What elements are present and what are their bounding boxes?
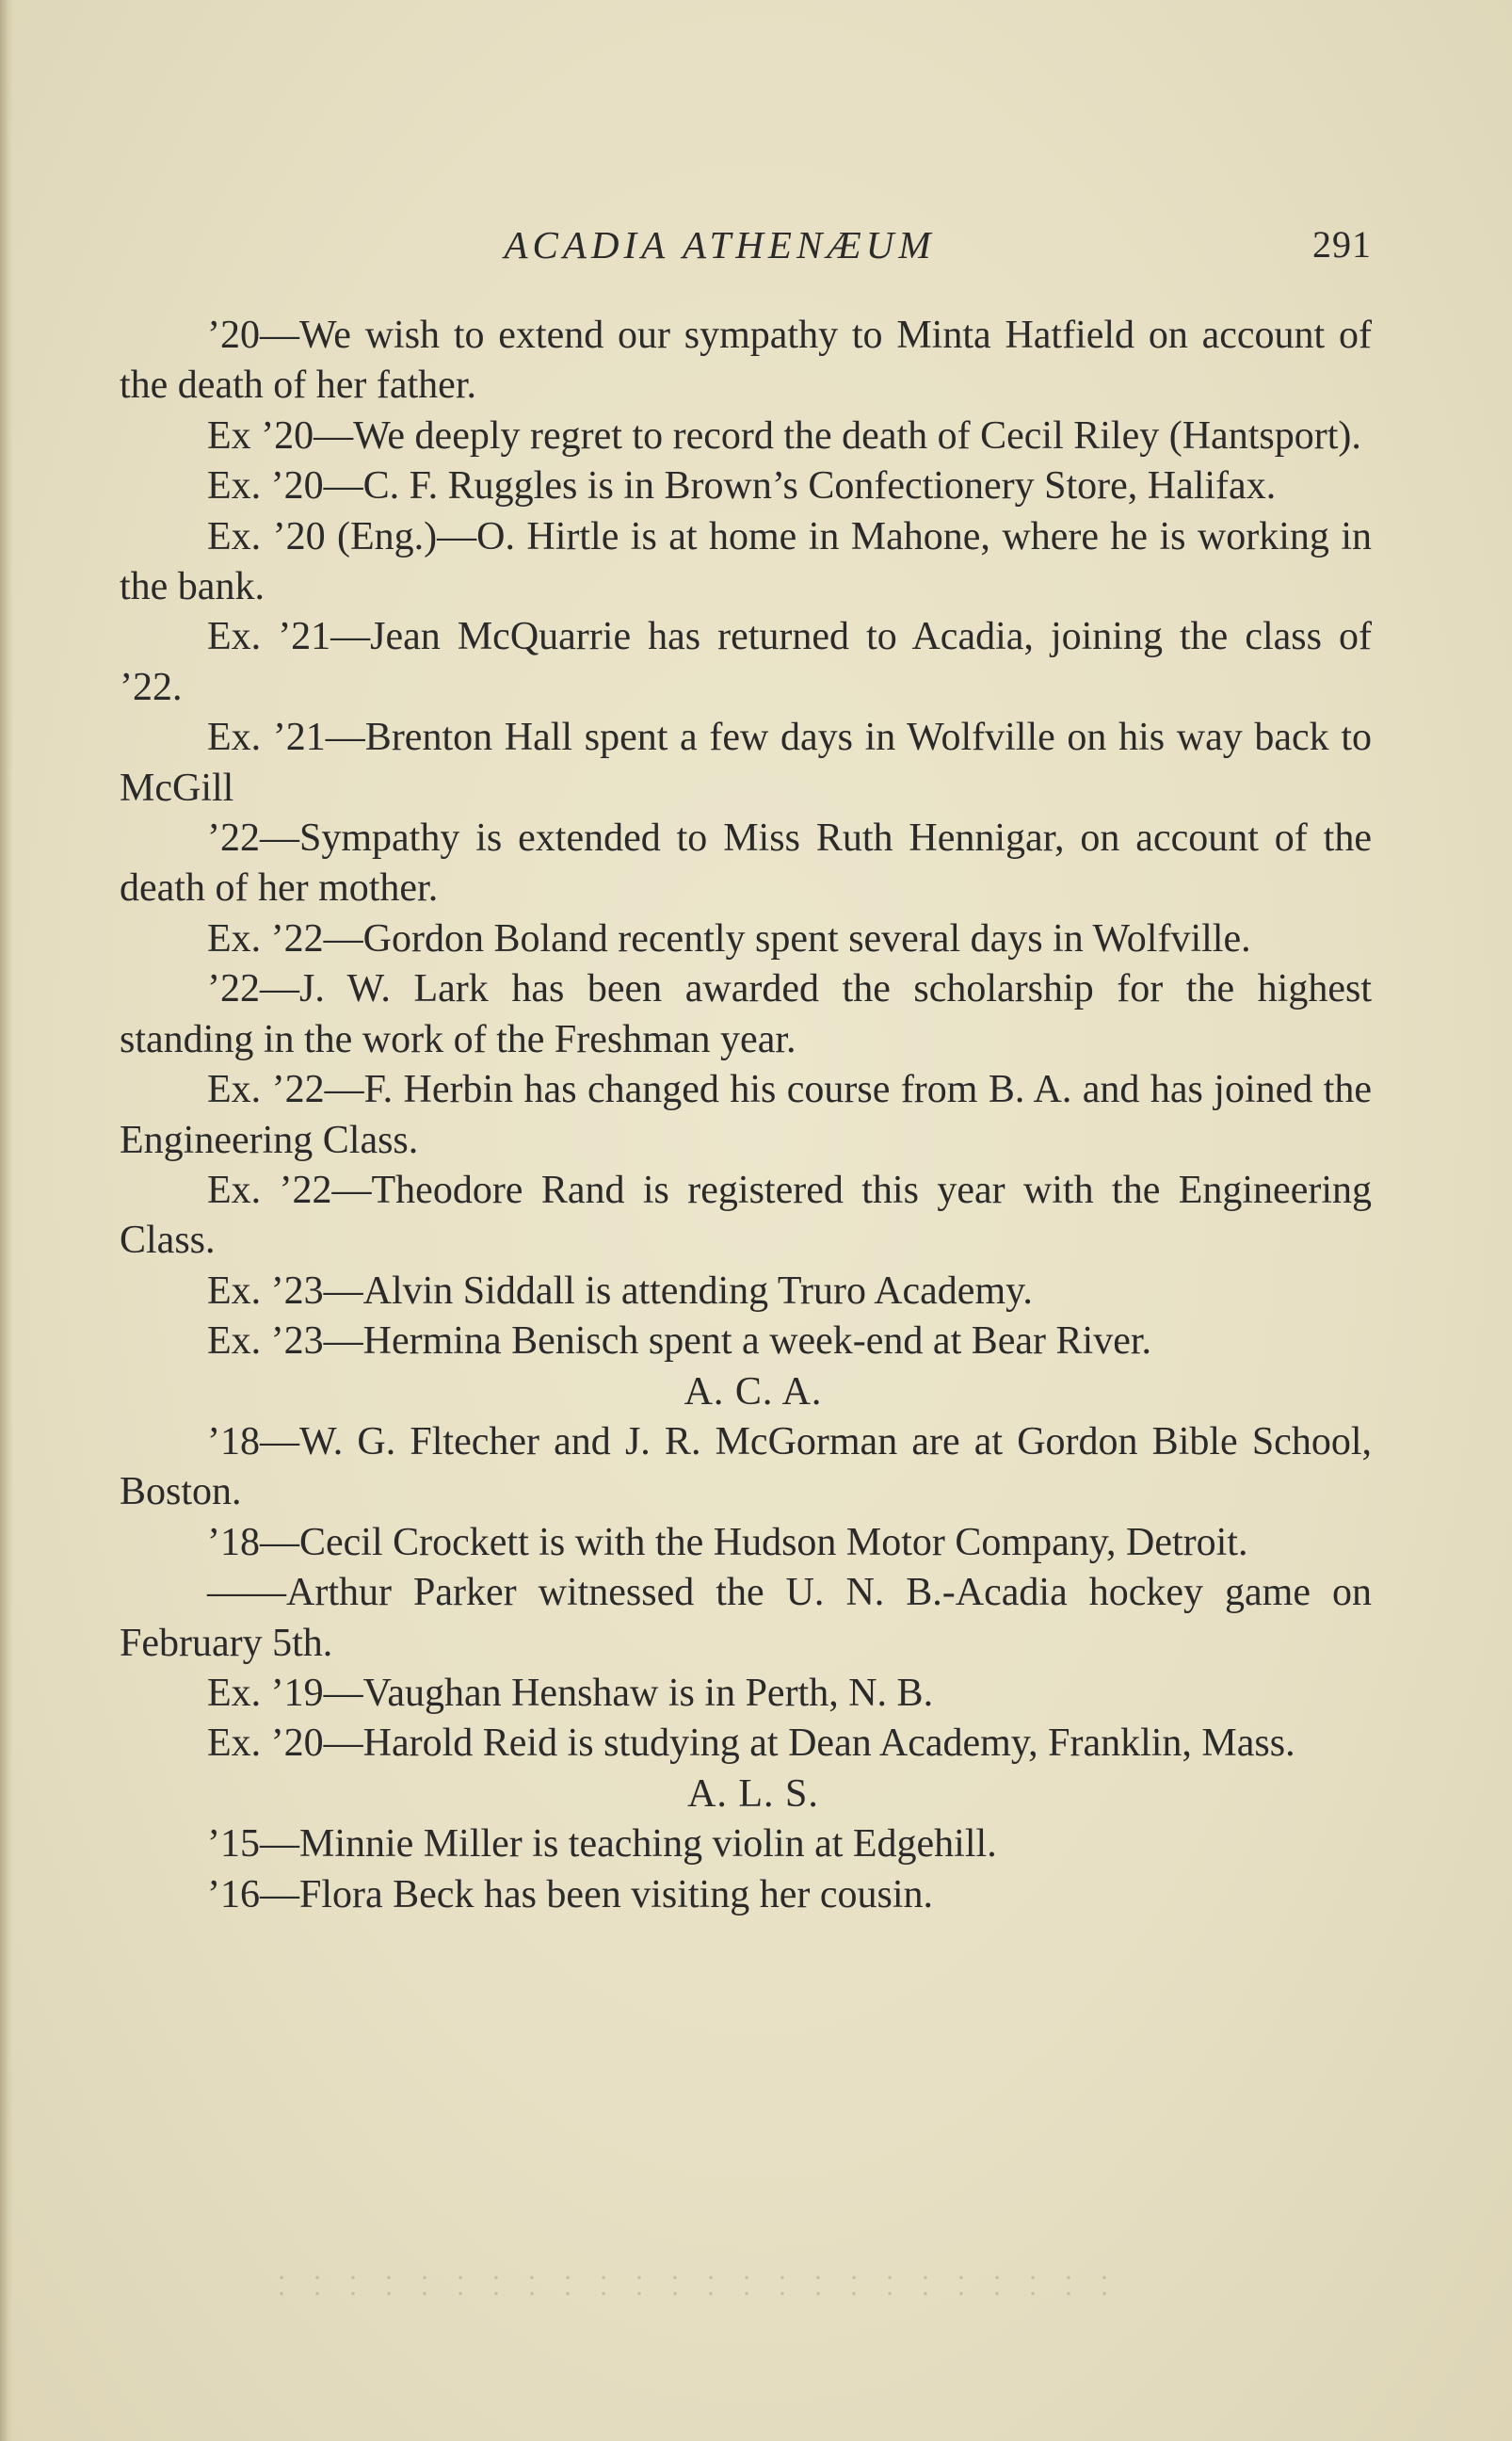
paragraph: Ex ’20—We deeply regret to record the death of Cecil Riley (Hantsport). <box>207 413 1361 458</box>
page-header <box>120 218 1372 271</box>
paragraph: ’20—We wish to extend our sympathy to Minta Hatfield on account of the death of her father. <box>120 314 1372 408</box>
paragraph: Ex. ’19—Vaughan Henshaw is in Perth, N. B. <box>207 1671 934 1715</box>
paragraph: Ex. ’22—Theodore Rand is registered this year with the Engineering Class. <box>120 1168 1372 1263</box>
paragraph: Ex. ’23—Alvin Siddall is attending Truro Academy. <box>207 1269 1033 1313</box>
page-edge-shadow <box>0 0 13 2441</box>
paper-specks <box>264 2270 1111 2298</box>
body-text <box>120 311 1372 1920</box>
paragraph: ’15—Minnie Miller is teaching violin at Edgehill. <box>207 1822 997 1867</box>
paragraph: Ex. ’22—F. Herbin has changed his course from B. A. and has joined the Engineering Class. <box>120 1068 1372 1162</box>
paragraph: Ex. ’22—Gordon Boland recently spent several days in Wolfville. <box>207 916 1251 961</box>
section-heading-als: A. L. S. <box>687 1771 819 1816</box>
running-title: ACADIA ATHENÆUM <box>504 223 936 267</box>
paragraph: Ex. ’21—Jean McQuarrie has returned to Acadia, joining the class of ’22. <box>120 615 1372 709</box>
paragraph: ’18—W. G. Fltecher and J. R. McGorman are at Gordon Bible School, Boston. <box>120 1419 1372 1514</box>
paragraph: ’18—Cecil Crockett is with the Hudson Motor Company, Detroit. <box>207 1520 1248 1564</box>
paragraph: Ex. ’21—Brenton Hall spent a few days in Wolfville on his way back to McGill <box>120 716 1372 810</box>
paragraph: Ex. ’20 (Eng.)—O. Hirtle is at home in Mahone, where he is working in the bank. <box>120 514 1372 609</box>
paragraph: ’22—J. W. Lark has been awarded the scholarship for the highest standing in the work of the Freshman year. <box>120 967 1372 1061</box>
paragraph: Ex. ’20—Harold Reid is studying at Dean Academy, Franklin, Mass. <box>207 1722 1295 1766</box>
paragraph: Ex. ’20—C. F. Ruggles is in Brown’s Confectionery Store, Halifax. <box>207 464 1277 509</box>
paragraph: ——Arthur Parker witnessed the U. N. B.-Acadia hockey game on February 5th. <box>120 1571 1372 1665</box>
paragraph: ’22—Sympathy is extended to Miss Ruth Hennigar, on account of the death of her mother. <box>120 816 1372 911</box>
section-heading-aca: A. C. A. <box>684 1369 823 1414</box>
paragraph: Ex. ’23—Hermina Benisch spent a week-end at Bear River. <box>207 1319 1152 1364</box>
paragraph: ’16—Flora Beck has been visiting her cousin. <box>207 1872 934 1916</box>
page-number: 291 <box>1312 223 1372 266</box>
